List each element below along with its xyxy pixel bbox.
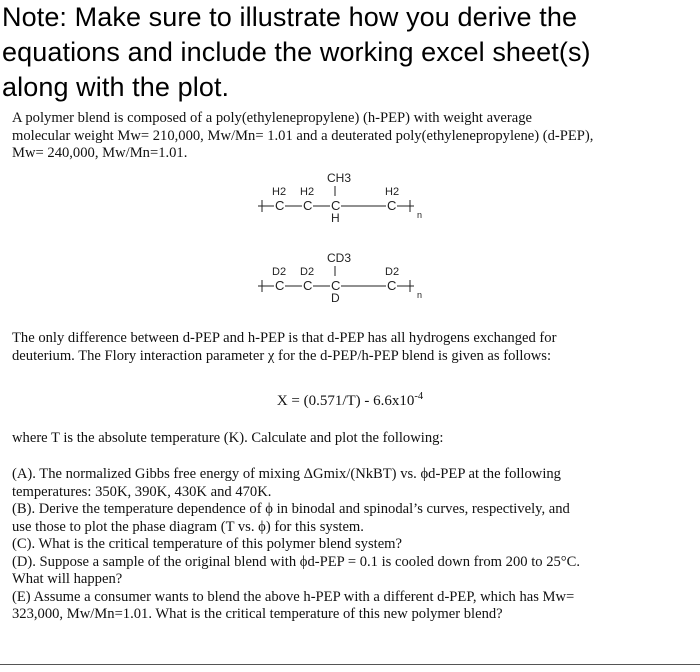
h-g1: H2: [272, 186, 287, 198]
equation-exponent: -4: [414, 391, 424, 402]
equation-text: X = (0.571/T) - 6.6x10: [276, 393, 415, 409]
d-bottom: D: [331, 291, 340, 305]
where-line: [12, 430, 688, 448]
flory-equation: [12, 388, 688, 411]
d-g2: D2: [300, 266, 315, 278]
h-pep-structure: [258, 171, 422, 225]
d-c3: C: [331, 278, 341, 293]
d-c4: C: [387, 278, 397, 293]
h-c4: C: [387, 198, 397, 213]
note-line-3: along with the plot.: [2, 72, 230, 102]
h-bottom: H: [331, 211, 340, 225]
h-g2: H2: [300, 186, 315, 198]
d-c1: C: [275, 278, 285, 293]
intro-line-1: A polymer blend is composed of a poly(ethylenepropylene) (h-PEP) with weight average: [12, 110, 532, 126]
question-e-line-1: (E) Assume a consumer wants to blend the above h-PEP with a different d-PEP, which has Mw=: [12, 588, 575, 605]
diff-line-1: The only difference between d-PEP and h-PEP is that d-PEP has all hydrogens exchanged for: [12, 330, 557, 346]
diff-line-2: deuterium. The Flory interaction parameter χ for the d-PEP/h-PEP blend is given as follows:: [12, 347, 552, 364]
difference-paragraph: [12, 330, 688, 365]
bottom-divider: [0, 664, 700, 665]
d-top: CD3: [327, 251, 352, 265]
note-line-1: Note: Make sure to illustrate how you derive the: [2, 2, 578, 32]
question-b-line-1: (B). Derive the temperature dependence of ϕ in binodal and spinodal’s curves, respectively, and: [12, 501, 570, 517]
d-g1: D2: [272, 266, 287, 278]
d-g3: D2: [385, 266, 400, 278]
where-text: where T is the absolute temperature (K). Calculate and plot the following:: [12, 430, 444, 446]
h-g3: H2: [385, 186, 400, 198]
h-sub: n: [417, 210, 423, 220]
h-c1: C: [275, 198, 285, 213]
question-a-line-1: (A). The normalized Gibbs free energy of mixing ΔGmix/(NkBT) vs. ϕd-PEP at the following: [12, 466, 561, 482]
questions-list: [12, 466, 688, 624]
question-b-line-2: use those to plot the phase diagram (T vs. ϕ) for this system.: [12, 518, 364, 535]
h-c3: C: [331, 198, 341, 213]
d-c2: C: [303, 278, 313, 293]
d-sub: n: [417, 290, 423, 300]
question-d-line-2: What will happen?: [12, 571, 123, 587]
problem-text: [12, 110, 688, 622]
note-line-2: equations and include the working excel sheet(s): [2, 37, 591, 67]
note-heading: [2, 0, 692, 105]
question-a-line-2: temperatures: 350K, 390K, 430K and 470K.: [12, 483, 272, 500]
h-top: CH3: [327, 171, 352, 185]
chemical-structures: [12, 110, 688, 360]
d-pep-structure: [258, 251, 422, 305]
h-c2: C: [303, 198, 313, 213]
question-e-line-2: 323,000, Mw/Mn=1.01. What is the critical temperature of this new polymer blend?: [12, 606, 503, 622]
intro-line-3: Mw= 240,000, Mw/Mn=1.01.: [12, 145, 188, 161]
question-c-line-1: (C). What is the critical temperature of this polymer blend system?: [12, 536, 402, 552]
question-d-line-1: (D). Suppose a sample of the original blend with ϕd-PEP = 0.1 is cooled down from 200 to 25°C.: [12, 553, 581, 570]
intro-line-2: molecular weight Mw= 210,000, Mw/Mn= 1.01 and a deuterated poly(ethylenepropylene) (d-PEP),: [12, 127, 594, 144]
